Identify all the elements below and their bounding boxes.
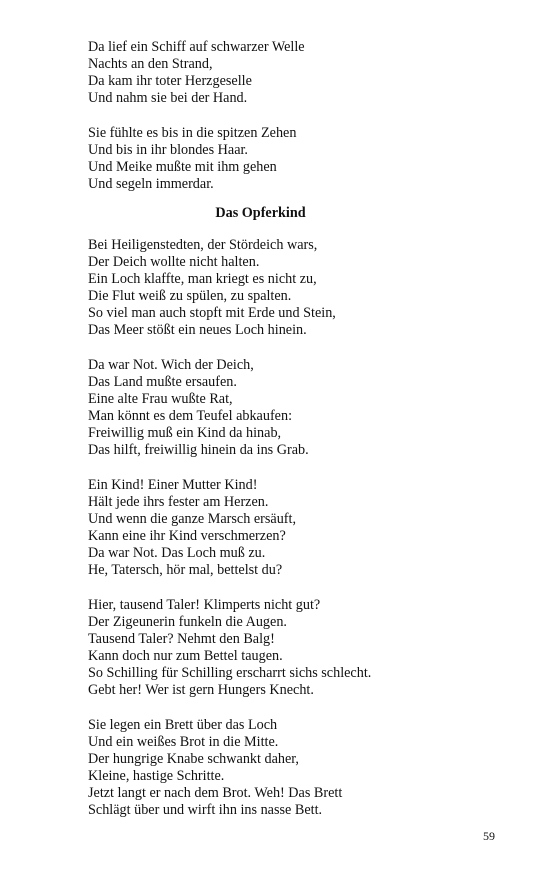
verse-line: Das Land mußte ersaufen.: [88, 374, 237, 390]
verse-line: Der hungrige Knabe schwankt daher,: [88, 751, 299, 767]
verse-line: Hält jede ihrs fester am Herzen.: [88, 494, 269, 510]
poem2-stanza-2: [88, 357, 488, 459]
verse-line: Das hilft, freiwillig hinein da ins Grab.: [88, 442, 309, 458]
verse-line: Ein Kind! Einer Mutter Kind!: [88, 477, 258, 493]
poem2-stanza-3: [88, 477, 488, 579]
verse-line: Eine alte Frau wußte Rat,: [88, 391, 233, 407]
verse-line: Man könnt es dem Teufel abkaufen:: [88, 408, 293, 424]
page-content: [88, 39, 488, 819]
verse-line: Ein Loch klaffte, man kriegt es nicht zu,: [88, 271, 317, 287]
poem1-stanza-1: [88, 39, 488, 107]
verse-line: Freiwillig muß ein Kind da hinab,: [88, 425, 282, 441]
verse-line: Da war Not. Das Loch muß zu.: [88, 545, 266, 561]
verse-line: Gebt her! Wer ist gern Hungers Knecht.: [88, 682, 314, 698]
verse-line: Sie fühlte es bis in die spitzen Zehen: [88, 125, 297, 141]
verse-line: Kleine, hastige Schritte.: [88, 768, 225, 784]
verse-line: Das Meer stößt ein neues Loch hinein.: [88, 322, 307, 338]
verse-line: So Schilling für Schilling erscharrt sichs schlecht.: [88, 665, 372, 681]
verse-line: Tausend Taler? Nehmt den Balg!: [88, 631, 275, 647]
verse-line: Da war Not. Wich der Deich,: [88, 357, 254, 373]
verse-line: Jetzt langt er nach dem Brot. Weh! Das Brett: [88, 785, 343, 801]
verse-line: Hier, tausend Taler! Klimperts nicht gut?: [88, 597, 321, 613]
verse-line: So viel man auch stopft mit Erde und Stein,: [88, 305, 336, 321]
verse-line: Kann doch nur zum Bettel taugen.: [88, 648, 283, 664]
verse-line: Und segeln immerdar.: [88, 176, 214, 192]
poem-title: Das Opferkind: [215, 205, 306, 221]
verse-line: Und nahm sie bei der Hand.: [88, 90, 248, 106]
verse-line: He, Tatersch, hör mal, bettelst du?: [88, 562, 283, 578]
verse-line: Nachts an den Strand,: [88, 56, 213, 72]
verse-line: Und Meike mußte mit ihm gehen: [88, 159, 277, 175]
page-number: 59: [483, 829, 495, 843]
verse-line: Sie legen ein Brett über das Loch: [88, 717, 278, 733]
verse-line: Da kam ihr toter Herzgeselle: [88, 73, 252, 89]
verse-line: Bei Heiligenstedten, der Stördeich wars,: [88, 237, 318, 253]
poem2-stanza-4: [88, 597, 488, 699]
poem2-stanza-5: [88, 717, 488, 819]
verse-line: Und ein weißes Brot in die Mitte.: [88, 734, 279, 750]
verse-line: Der Deich wollte nicht halten.: [88, 254, 260, 270]
poem1-stanza-2: [88, 125, 488, 193]
poem2-stanza-1: [88, 237, 488, 339]
verse-line: Schlägt über und wirft ihn ins nasse Bett.: [88, 802, 323, 818]
verse-line: Da lief ein Schiff auf schwarzer Welle: [88, 39, 305, 55]
verse-line: Und wenn die ganze Marsch ersäuft,: [88, 511, 297, 527]
verse-line: Der Zigeunerin funkeln die Augen.: [88, 614, 287, 630]
verse-line: Die Flut weiß zu spülen, zu spalten.: [88, 288, 292, 304]
verse-line: Und bis in ihr blondes Haar.: [88, 142, 248, 158]
verse-line: Kann eine ihr Kind verschmerzen?: [88, 528, 286, 544]
